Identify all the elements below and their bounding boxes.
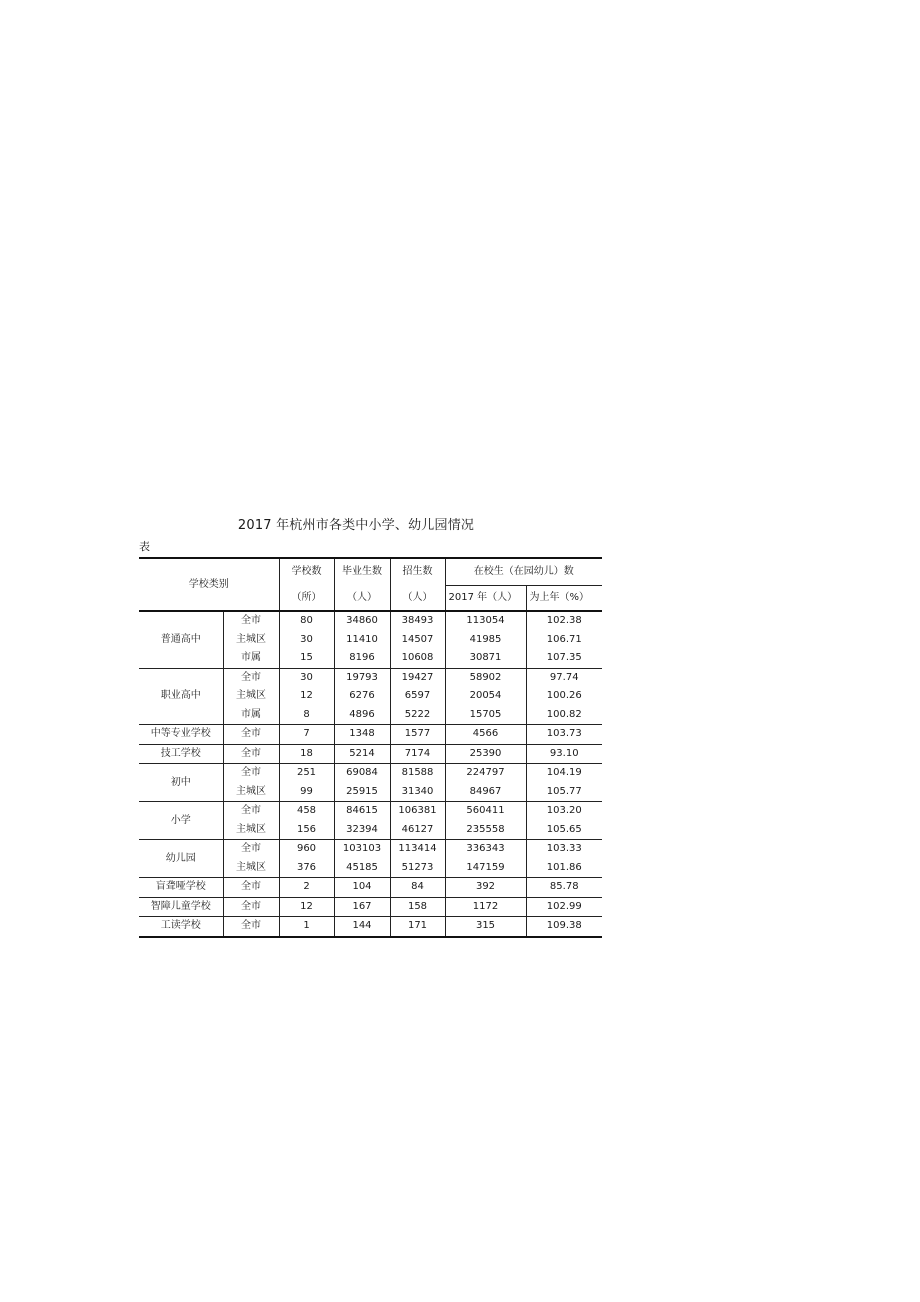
cell-value: 107.35 (526, 649, 602, 668)
cell-value: 101.86 (526, 859, 602, 878)
cell-value: 85.78 (526, 878, 602, 898)
cell-value: 93.10 (526, 744, 602, 764)
cell-value: 81588 (390, 764, 445, 783)
cell-value: 1172 (445, 897, 526, 917)
row-region: 全市 (223, 764, 279, 783)
table-row (139, 802, 602, 821)
cell-value: 20054 (445, 687, 526, 706)
row-region: 全市 (223, 725, 279, 745)
cell-value: 102.38 (526, 611, 602, 631)
cell-value: 106381 (390, 802, 445, 821)
cell-value: 106.71 (526, 631, 602, 650)
cell-value: 158 (390, 897, 445, 917)
table-title: 2017 年杭州市各类中小学、幼儿园情况 (237, 518, 475, 533)
cell-value: 103103 (334, 840, 390, 859)
cell-value: 224797 (445, 764, 526, 783)
table-row (139, 878, 602, 898)
row-region: 全市 (223, 917, 279, 937)
cell-value: 1 (279, 917, 334, 937)
cell-value: 235558 (445, 821, 526, 840)
cell-value: 458 (279, 802, 334, 821)
row-category: 小学 (139, 802, 223, 840)
cell-value: 18 (279, 744, 334, 764)
cell-value: 84967 (445, 783, 526, 802)
table-row (139, 611, 602, 631)
row-region: 市属 (223, 649, 279, 668)
row-region: 主城区 (223, 821, 279, 840)
cell-value: 10608 (390, 649, 445, 668)
cell-value: 5214 (334, 744, 390, 764)
cell-value: 32394 (334, 821, 390, 840)
cell-value: 25915 (334, 783, 390, 802)
cell-value: 38493 (390, 611, 445, 631)
cell-value: 34860 (334, 611, 390, 631)
cell-value: 8196 (334, 649, 390, 668)
cell-value: 58902 (445, 668, 526, 687)
cell-value: 4566 (445, 725, 526, 745)
header-enrolled: 招生数 (390, 558, 445, 586)
row-region: 全市 (223, 840, 279, 859)
row-category: 普通高中 (139, 611, 223, 668)
cell-value: 102.99 (526, 897, 602, 917)
header-enrolled-unit: （人） (390, 586, 445, 612)
cell-value: 31340 (390, 783, 445, 802)
row-category: 幼儿园 (139, 840, 223, 878)
cell-value: 560411 (445, 802, 526, 821)
header-graduates-unit: （人） (334, 586, 390, 612)
cell-value: 1577 (390, 725, 445, 745)
row-region: 主城区 (223, 783, 279, 802)
table-row (139, 840, 602, 859)
row-region: 全市 (223, 611, 279, 631)
table-row (139, 764, 602, 783)
header-graduates: 毕业生数 (334, 558, 390, 586)
cell-value: 144 (334, 917, 390, 937)
row-region: 全市 (223, 668, 279, 687)
cell-value: 51273 (390, 859, 445, 878)
row-category: 职业高中 (139, 668, 223, 725)
cell-value: 251 (279, 764, 334, 783)
cell-value: 8 (279, 706, 334, 725)
cell-value: 30 (279, 668, 334, 687)
table-row (139, 897, 602, 917)
cell-value: 113054 (445, 611, 526, 631)
header-category: 学校类别 (188, 578, 229, 590)
cell-value: 84615 (334, 802, 390, 821)
row-region: 全市 (223, 878, 279, 898)
row-region: 全市 (223, 802, 279, 821)
header-in-school: 在校生（在园幼儿）数 (445, 558, 602, 586)
cell-value: 11410 (334, 631, 390, 650)
row-category: 工读学校 (160, 920, 201, 932)
table-row (139, 668, 602, 687)
table-subtitle: 表 (139, 540, 150, 553)
header-schools-unit: （所） (279, 586, 334, 612)
row-region: 主城区 (223, 631, 279, 650)
cell-value: 30 (279, 631, 334, 650)
cell-value: 7174 (390, 744, 445, 764)
table-row (139, 917, 602, 937)
cell-value: 1348 (334, 725, 390, 745)
cell-value: 84 (390, 878, 445, 898)
cell-value: 315 (445, 917, 526, 937)
school-stats-table (139, 557, 602, 938)
cell-value: 336343 (445, 840, 526, 859)
header-year: 2017 年（人） (445, 586, 526, 612)
cell-value: 6597 (390, 687, 445, 706)
row-region: 全市 (223, 744, 279, 764)
row-region: 市属 (223, 706, 279, 725)
cell-value: 69084 (334, 764, 390, 783)
cell-value: 147159 (445, 859, 526, 878)
cell-value: 104 (334, 878, 390, 898)
cell-value: 6276 (334, 687, 390, 706)
cell-value: 19427 (390, 668, 445, 687)
cell-value: 99 (279, 783, 334, 802)
cell-value: 156 (279, 821, 334, 840)
cell-value: 12 (279, 687, 334, 706)
cell-value: 100.82 (526, 706, 602, 725)
cell-value: 46127 (390, 821, 445, 840)
cell-value: 19793 (334, 668, 390, 687)
row-region: 主城区 (223, 859, 279, 878)
cell-value: 104.19 (526, 764, 602, 783)
cell-value: 109.38 (526, 917, 602, 937)
header-pct: 为上年（%） (526, 586, 602, 612)
cell-value: 15 (279, 649, 334, 668)
table-row (139, 744, 602, 764)
cell-value: 30871 (445, 649, 526, 668)
cell-value: 103.73 (526, 725, 602, 745)
cell-value: 105.65 (526, 821, 602, 840)
cell-value: 45185 (334, 859, 390, 878)
cell-value: 2 (279, 878, 334, 898)
cell-value: 103.20 (526, 802, 602, 821)
cell-value: 392 (445, 878, 526, 898)
cell-value: 960 (279, 840, 334, 859)
row-category: 智障儿童学校 (139, 897, 223, 917)
cell-value: 14507 (390, 631, 445, 650)
cell-value: 376 (279, 859, 334, 878)
cell-value: 80 (279, 611, 334, 631)
cell-value: 5222 (390, 706, 445, 725)
cell-value: 15705 (445, 706, 526, 725)
cell-value: 167 (334, 897, 390, 917)
cell-value: 103.33 (526, 840, 602, 859)
cell-value: 105.77 (526, 783, 602, 802)
cell-value: 171 (390, 917, 445, 937)
cell-value: 41985 (445, 631, 526, 650)
table-row (139, 725, 602, 745)
row-region: 主城区 (223, 687, 279, 706)
cell-value: 97.74 (526, 668, 602, 687)
row-region: 全市 (223, 897, 279, 917)
row-category: 技工学校 (139, 744, 223, 764)
cell-value: 25390 (445, 744, 526, 764)
row-category: 初中 (139, 764, 223, 802)
row-category: 盲聋哑学校 (139, 878, 223, 898)
cell-value: 113414 (390, 840, 445, 859)
cell-value: 12 (279, 897, 334, 917)
cell-value: 7 (279, 725, 334, 745)
cell-value: 100.26 (526, 687, 602, 706)
header-schools: 学校数 (279, 558, 334, 586)
cell-value: 4896 (334, 706, 390, 725)
row-category: 中等专业学校 (139, 725, 223, 745)
